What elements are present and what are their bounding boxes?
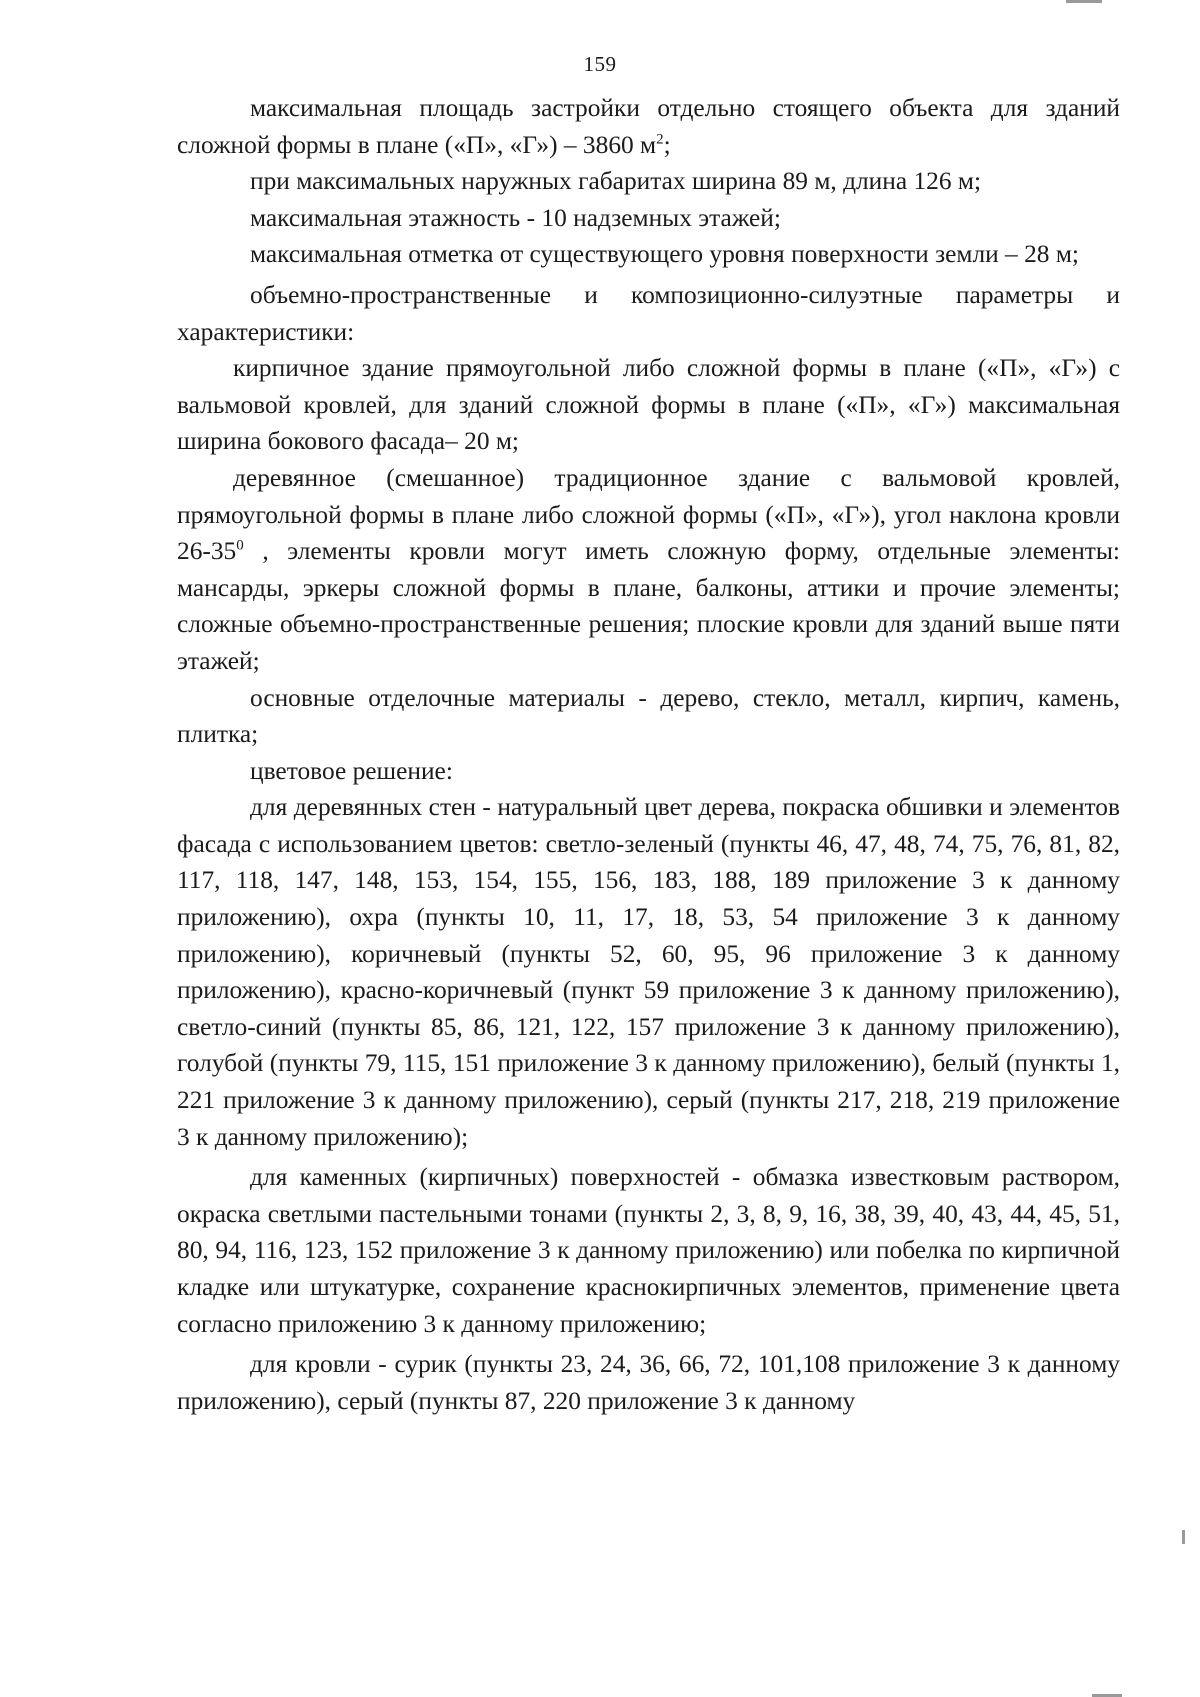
- paragraph-tail: , элементы кровли могут иметь сложную форму, отдельные элементы: мансарды, эркеры сложной формы в плане, балконы, аттики и прочие элементы; сложные объемно-пространственные решения; плоские кровли для зданий выше пяти этажей;: [177, 537, 1120, 675]
- superscript-square-meters: 2: [656, 131, 664, 148]
- paragraph-tail: ;: [663, 130, 671, 159]
- paragraph-wooden-walls-colors: для деревянных стен - натуральный цвет дерева, покраска обшивки и элементов фасада с использованием цветов: светло-зеленый (пункты 46, 47, 48, 74, 75, 76, 81, 82, 117, 118, 147, 148, 153, 154, 155, 156, 183, 188, 189 приложение 3 к данному приложению), охра (пункты 10, 11, 17, 18, 53, 54 приложение 3 к данному приложению), коричневый (пункты 52, 60, 95, 96 приложение 3 к данному приложению), красно-коричневый (пункт 59 приложение 3 к данному приложению), светло-синий (пункты 85, 86, 121, 122, 157 приложение 3 к данному приложению), голубой (пункты 79, 115, 151 приложение 3 к данному приложению), белый (пункты 1, 221 приложение 3 к данному приложению), серый (пункты 217, 218, 219 приложение 3 к данному приложению);: [177, 793, 1120, 1151]
- paragraph-wooden-building: [177, 460, 1120, 680]
- paragraph-color-solution: цветовое решение:: [250, 756, 453, 785]
- paragraph-max-building-area: [177, 90, 1120, 163]
- superscript-degree: 0: [236, 537, 244, 554]
- paragraph-roof-colors: для кровли - сурик (пункты 23, 24, 36, 66, 72, 101,108 приложение 3 к данному приложению), серый (пункты 87, 220 приложение 3 к данному: [177, 1350, 1120, 1415]
- paragraph-max-elevation: максимальная отметка от существующего уровня поверхности земли – 28 м;: [250, 240, 1079, 269]
- paragraph-finishing-materials: основные отделочные материалы - дерево, стекло, металл, кирпич, камень, плитка;: [177, 683, 1120, 749]
- paragraph-spatial-parameters: объемно-пространственные и композиционно-силуэтные параметры и характеристики:: [177, 280, 1120, 346]
- page-number: 159: [583, 52, 617, 76]
- scan-mark-top-right: [1066, 0, 1102, 3]
- paragraph-max-dimensions: при максимальных наружных габаритах ширина 89 м, длина 126 м;: [250, 167, 982, 196]
- scan-mark-right-edge: [1182, 1530, 1185, 1544]
- paragraph-stone-surfaces-colors: для каменных (кирпичных) поверхностей - обмазка известковым раствором, окраска светлыми пастельными тонами (пункты 2, 3, 8, 9, 16, 38, 39, 40, 43, 44, 45, 51, 80, 94, 116, 123, 152 приложение 3 к данному приложению) или побелка по кирпичной кладке или штукатурке, сохранение краснокирпичных элементов, применение цвета согласно приложению 3 к данному приложению;: [177, 1163, 1120, 1338]
- paragraph-text: деревянное (смешанное) традиционное здание с вальмовой кровлей, прямоугольной формы в плане либо сложной формы («П», «Г»), угол наклона кровли 26-35: [177, 463, 1120, 566]
- paragraph-text: максимальная площадь застройки отдельно стоящего объекта для зданий сложной формы в плане («П», «Г») – 3860 м: [177, 94, 1120, 159]
- paragraph-max-floors: максимальная этажность - 10 надземных этажей;: [250, 203, 781, 232]
- paragraph-brick-building: кирпичное здание прямоугольной либо сложной формы в плане («П», «Г») с вальмовой кровлей, для зданий сложной формы в плане («П», «Г») максимальная ширина бокового фасада– 20 м;: [177, 354, 1120, 456]
- body-text: [177, 90, 1120, 1419]
